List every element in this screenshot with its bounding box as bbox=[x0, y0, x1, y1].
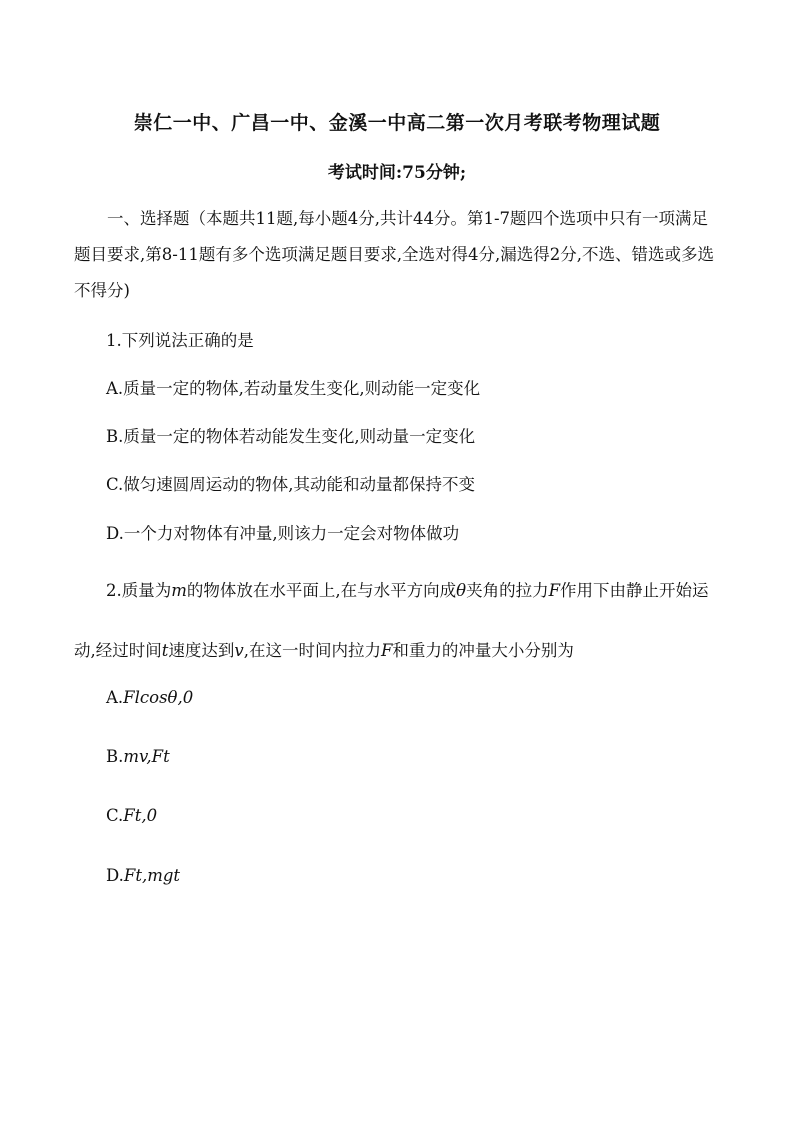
q2-var-v: v bbox=[234, 641, 244, 660]
question-2-option-b bbox=[106, 747, 170, 766]
q2-text: 和重力的冲量大小分别为 bbox=[392, 641, 574, 660]
question-2-option-d bbox=[106, 866, 180, 885]
option-expr: Ft,mgt bbox=[123, 866, 181, 885]
q2-text: 作用下由静止开始运动,经过时间 bbox=[74, 581, 709, 660]
question-1-option-d: D.一个力对物体有冲量,则该力一定会对物体做功 bbox=[106, 524, 460, 543]
q2-var-f: F bbox=[548, 581, 561, 600]
question-1-stem: 1.下列说法正确的是 bbox=[106, 331, 254, 350]
q2-text: 2.质量为 bbox=[106, 581, 172, 600]
section-instructions: 一、选择题（本题共11题,每小题4分,共计44分。第1-7题四个选项中只有一项满足题目要求,第8-11题有多个选项满足题目要求,全选对得4分,漏选得2分,不选、错选或多选不得分) bbox=[74, 209, 715, 300]
option-expr: Flcosθ,0 bbox=[123, 688, 194, 707]
option-expr: Ft,0 bbox=[123, 806, 158, 825]
exam-time: 考试时间:75分钟; bbox=[327, 163, 467, 183]
option-expr: mv,Ft bbox=[123, 747, 170, 766]
q2-text: 的物体放在水平面上,在与水平方向成 bbox=[186, 581, 457, 600]
exam-title: 崇仁一中、广昌一中、金溪一中高二第一次月考联考物理试题 bbox=[133, 112, 661, 134]
question-1-option-c: C.做匀速圆周运动的物体,其动能和动量都保持不变 bbox=[106, 475, 476, 494]
q2-var-m: m bbox=[171, 581, 187, 600]
question-1-option-b: B.质量一定的物体若动能发生变化,则动量一定变化 bbox=[106, 427, 476, 446]
option-label: A. bbox=[106, 688, 124, 707]
option-label: B. bbox=[106, 747, 124, 766]
option-label: D. bbox=[106, 866, 124, 885]
question-2-option-c bbox=[106, 806, 157, 825]
question-1-option-a: A.质量一定的物体,若动量发生变化,则动能一定变化 bbox=[106, 379, 481, 398]
q2-var-t: t bbox=[161, 641, 169, 660]
q2-var-f: F bbox=[380, 641, 393, 660]
q2-text: ,在这一时间内拉力 bbox=[243, 641, 381, 660]
question-2-stem bbox=[74, 561, 724, 681]
q2-text: 速度达到 bbox=[168, 641, 235, 660]
option-label: C. bbox=[106, 806, 124, 825]
question-2-option-a bbox=[106, 688, 193, 707]
q2-text: 夹角的拉力 bbox=[466, 581, 549, 600]
q2-var-theta: θ bbox=[456, 581, 467, 600]
